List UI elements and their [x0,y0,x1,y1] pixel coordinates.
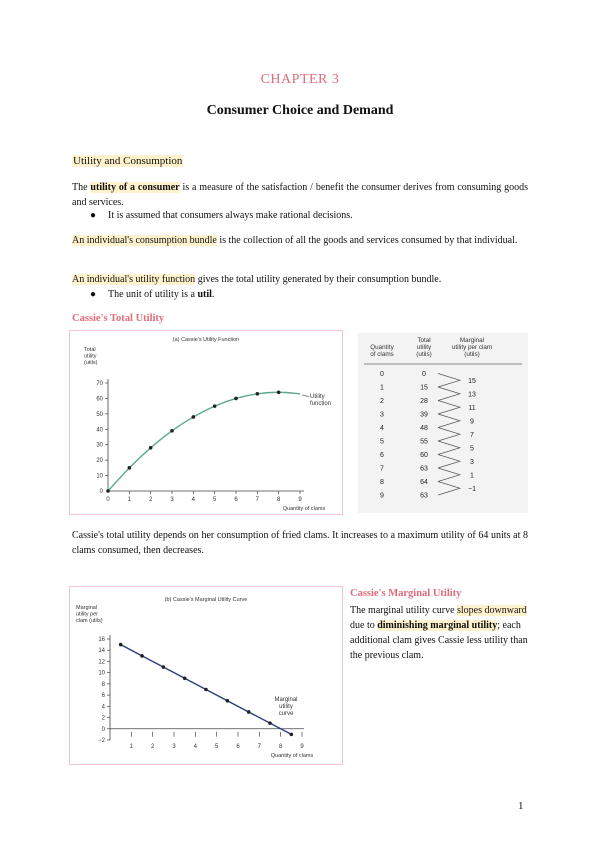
table-header: (utils) [416,351,432,358]
marginal-utility-figure [69,586,343,765]
x-tick-label: 5 [214,744,219,750]
table-cell-quantity: 1 [380,384,384,392]
table-cell-marginal: 3 [470,458,474,466]
x-tick-label: 3 [170,497,174,503]
table-header: (utils) [464,351,480,358]
marginal-utility-chart [70,587,342,764]
data-point [277,390,281,394]
x-tick-label: 9 [300,744,304,750]
data-point [170,429,174,433]
text-bold: util [197,289,212,300]
table-cell-total: 28 [420,398,428,405]
table-cell-marginal: 1 [470,472,474,480]
chapter-label: CHAPTER 3 [260,72,340,87]
table-cell-total: 39 [420,411,428,419]
table-connector [438,414,460,428]
y-tick-label: 10 [96,473,103,480]
table-cell-marginal: 9 [470,418,474,426]
data-point [183,676,187,680]
x-tick-label: 7 [255,497,260,503]
table-cell-total: 63 [420,492,428,500]
section-heading-utility: Utility and Consumption [73,155,183,167]
table-header: of clams [370,351,394,358]
x-tick-label: 5 [212,497,217,503]
table-connector [438,455,460,469]
y-tick-label: 60 [96,396,103,403]
data-point [128,466,132,470]
table-cell-marginal: −1 [468,485,476,493]
table-cell-marginal: 7 [470,431,474,439]
paragraph-utility-function [72,272,528,287]
page-number: 1 [518,800,524,812]
text: The unit of utility is a [108,289,198,300]
x-tick-label: 0 [106,497,110,503]
table-cell-quantity: 7 [380,465,384,473]
highlight-term: diminishing marginal utility [377,620,498,631]
text: The marginal utility curve [350,605,458,616]
x-axis-label: Quantity of clams [270,753,314,759]
text: The [72,182,91,193]
utility-table [358,333,528,513]
table-cell-quantity: 3 [380,411,384,419]
highlight-term: An individual's consumption bundle [72,235,217,246]
y-axis-label: Marginal [76,605,98,611]
table-cell-quantity: 4 [380,425,384,432]
x-tick-label: 1 [129,744,134,750]
table-cell-quantity: 0 [380,371,384,378]
table-header: utility per clam [451,344,493,351]
y-tick-label: 6 [101,693,105,700]
data-point [140,654,144,658]
y-axis-label: Total [84,347,96,353]
figure1-caption: Cassie's total utility depends on her consumption of fried clams. It increases to a maximum utility of 64 units at 8 clams consumed, then decreases. [72,530,528,556]
annotation-label: utility [279,704,293,711]
table-cell-quantity: 6 [380,452,384,459]
x-tick-label: 6 [234,497,238,503]
x-tick-label: 2 [150,744,155,750]
table-connector [438,468,460,482]
y-tick-label: 8 [101,681,105,688]
chart-title: (b) Cassie's Marginal Utility Curve [164,597,248,603]
data-point [226,699,230,703]
table-cell-quantity: 9 [380,492,384,500]
x-tick-label: 3 [172,744,176,750]
x-tick-label: 4 [191,497,196,503]
utility-function-line [108,392,300,491]
y-tick-label: 40 [96,427,103,434]
data-point [162,665,166,669]
utility-table-svg [358,333,528,513]
total-utility-chart [70,331,342,514]
data-point [234,397,238,401]
bullet-icon: ● [90,210,97,221]
table-connector [438,387,460,401]
table-header: Marginal [459,337,485,344]
highlight-term: slopes downward [457,605,527,616]
table-cell-total: 60 [420,452,428,459]
data-point [256,392,260,396]
y-tick-label: 0 [99,489,103,495]
table-cell-marginal: 13 [468,391,476,399]
data-point [268,721,272,725]
y-tick-label: 0 [101,726,105,733]
x-tick-label: 9 [298,497,302,503]
table-cell-quantity: 8 [380,479,384,486]
annotation-label: Marginal [274,697,298,704]
x-tick-label: 6 [236,744,240,750]
marginal-utility-description [350,603,528,663]
table-cell-quantity: 2 [380,398,384,405]
data-point [247,710,251,714]
x-tick-label: 4 [193,744,198,750]
data-point [290,733,294,737]
text: . [211,289,215,300]
data-point [106,489,110,493]
annotation-label: curve [278,711,294,718]
x-tick-label: 7 [257,744,262,750]
y-tick-label: 16 [98,637,105,643]
table-connector [438,428,460,442]
data-point [213,404,217,408]
table-cell-total: 0 [422,371,426,378]
x-tick-label: 8 [278,744,283,750]
x-tick-label: 8 [276,497,281,503]
y-axis-label: utility [84,353,97,360]
x-tick-label: 1 [127,497,132,503]
data-point [149,446,153,450]
table-cell-total: 48 [420,425,428,432]
paragraph-utility-definition [72,180,528,210]
text: due to [350,620,378,631]
table-connector [438,401,460,415]
table-cell-total: 15 [420,384,428,392]
text: is the collection of all the goods and services consumed by that individual. [216,235,518,246]
total-utility-figure [69,330,343,515]
y-tick-label: −2 [98,738,105,744]
annotation-leader [302,395,309,397]
figure1-heading: Cassie's Total Utility [72,313,165,324]
y-tick-label: 4 [101,704,105,711]
annotation-label: Utility [310,393,325,400]
table-header: Total [417,337,431,344]
data-point [204,688,208,692]
table-connector [438,374,460,388]
text: ; each additional clam gives Cassie less utility than the previous clam. [350,620,528,661]
page-title: Consumer Choice and Demand [206,103,394,118]
table-cell-total: 63 [420,465,428,473]
y-axis-label: (utils) [84,360,98,366]
x-axis-label: Quantity of clams [282,506,326,512]
highlight-term: An individual's utility function [72,274,196,285]
table-cell-marginal: 11 [468,404,476,412]
table-cell-marginal: 5 [470,445,474,453]
y-tick-label: 12 [98,659,105,666]
y-tick-label: 14 [98,648,105,655]
y-tick-label: 10 [98,670,105,677]
highlight-term: utility of a consumer [90,182,180,193]
y-tick-label: 30 [96,442,103,449]
table-header: Quantity [370,344,394,351]
table-header: utility [416,344,432,351]
bullet-icon: ● [90,289,97,300]
y-axis-label: clam (utils) [76,618,103,624]
table-cell-total: 55 [420,438,428,446]
data-point [192,415,196,419]
table-connector [438,441,460,455]
x-tick-label: 2 [148,497,153,503]
table-cell-total: 64 [420,479,428,486]
table-cell-quantity: 5 [380,438,384,446]
y-axis-label: utility per [76,611,99,618]
y-tick-label: 70 [96,381,103,387]
bullet-util-unit [90,288,214,302]
chart-title: (a) Cassie's Utility Function [172,337,240,343]
y-tick-label: 2 [101,715,105,722]
y-tick-label: 20 [96,458,103,465]
annotation-label: function [310,400,332,407]
figure2-heading: Cassie's Marginal Utility [350,588,462,599]
table-cell-marginal: 15 [468,377,476,385]
data-point [119,643,123,647]
y-tick-label: 50 [96,411,103,418]
text: gives the total utility generated by their consumption bundle. [195,274,442,285]
bullet-rational [90,209,353,223]
text: is a measure of the satisfaction / benefit the consumer derives from consuming goods and services. [72,182,528,208]
text: It is assumed that consumers always make rational decisions. [108,210,353,221]
table-connector [438,482,460,496]
paragraph-consumption-bundle [72,233,528,248]
